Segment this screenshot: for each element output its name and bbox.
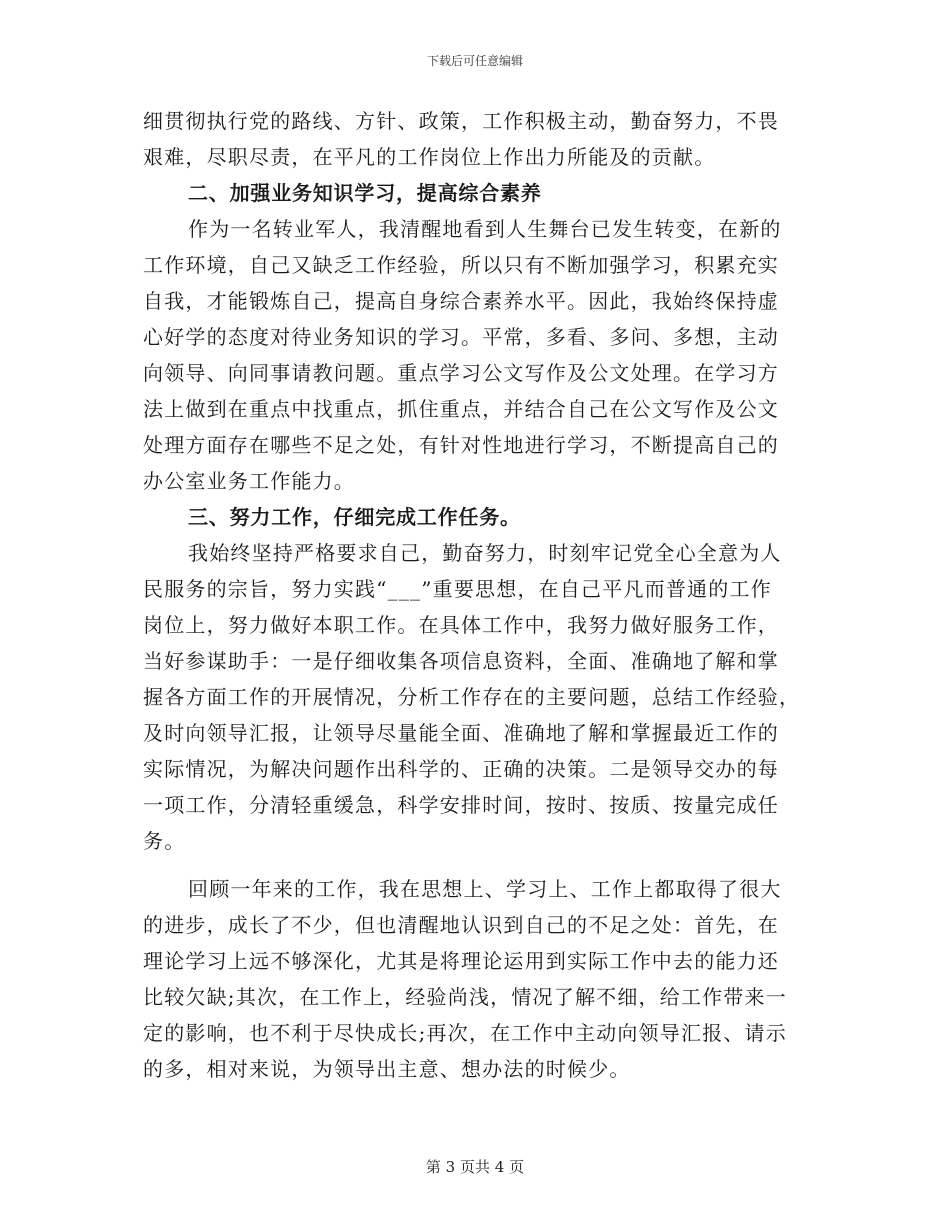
paragraph-line: 的进步，成长了不少，但也清醒地认识到自己的不足之处：首先，在 — [143, 913, 779, 937]
paragraph-line: 及时向领导汇报，让领导尽量能全面、准确地了解和掌握最近工作的 — [143, 721, 779, 745]
page-number: 第 3 页共 4 页 — [425, 1158, 525, 1176]
paragraph-line: 作为一名转业军人，我清醒地看到人生舞台已发生转变，在新的 — [188, 217, 782, 241]
paragraph-line: 心好学的态度对待业务知识的学习。平常，多看、多问、多想，主动 — [143, 325, 779, 349]
section-heading-3: 三、努力工作，仔细完成工作任务。 — [188, 505, 521, 529]
paragraph-gap — [143, 859, 807, 871]
paragraph-line: 办公室业务工作能力。 — [143, 469, 355, 493]
page-header-note: 下载后可任意编辑 — [426, 54, 523, 68]
paragraph-line: 处理方面存在哪些不足之处，有针对性地进行学习，不断提高自己的 — [143, 433, 779, 457]
section-heading-2: 二、加强业务知识学习，提高综合素养 — [188, 181, 542, 205]
document-body — [143, 103, 807, 1087]
paragraph-line: 当好参谋助手：一是仔细收集各项信息资料，全面、准确地了解和掌 — [143, 649, 779, 673]
paragraph-line: 定的影响，也不利于尽快成长;再次，在工作中主动向领导汇报、请示 — [143, 1021, 787, 1045]
paragraph-line: 法上做到在重点中找重点，抓住重点，并结合自己在公文写作及公文 — [143, 397, 779, 421]
paragraph-line: 务。 — [143, 829, 186, 853]
paragraph-line: 自我，才能锻炼自己，提高自身综合素养水平。因此，我始终保持虚 — [143, 289, 779, 313]
paragraph-line: 比较欠缺;其次，在工作上，经验尚浅，情况了解不细，给工作带来一 — [143, 985, 787, 1009]
paragraph-line: 握各方面工作的开展情况，分析工作存在的主要问题，总结工作经验， — [143, 685, 801, 709]
paragraph-line: 我始终坚持严格要求自己，勤奋努力，时刻牢记党全心全意为人 — [188, 541, 782, 565]
paragraph-line: 一项工作，分清轻重缓急，科学安排时间，按时、按质、按量完成任 — [143, 793, 779, 817]
paragraph-line: 工作环境，自己又缺乏工作经验，所以只有不断加强学习，积累充实 — [143, 253, 779, 277]
paragraph-line: 向领导、向同事请教问题。重点学习公文写作及公文处理。在学习方 — [143, 361, 779, 385]
paragraph-line: 实际情况，为解决问题作出科学的、正确的决策。二是领导交办的每 — [143, 757, 779, 781]
paragraph-line: 民服务的宗旨，努力实践“___”重要思想，在自己平凡而普通的工作 — [143, 577, 772, 601]
paragraph-line: 理论学习上远不够深化，尤其是将理论运用到实际工作中去的能力还 — [143, 949, 779, 973]
paragraph-line: 岗位上，努力做好本职工作。在具体工作中，我努力做好服务工作， — [143, 613, 779, 637]
paragraph-line: 的多，相对来说，为领导出主意、想办法的时候少。 — [143, 1057, 631, 1081]
paragraph-line: 回顾一年来的工作，我在思想上、学习上、工作上都取得了很大 — [188, 877, 782, 901]
paragraph-line: 艰难，尽职尽责，在平凡的工作岗位上作出力所能及的贡献。 — [143, 145, 716, 169]
paragraph-line: 细贯彻执行党的路线、方针、政策，工作积极主动，勤奋努力，不畏 — [143, 109, 779, 133]
